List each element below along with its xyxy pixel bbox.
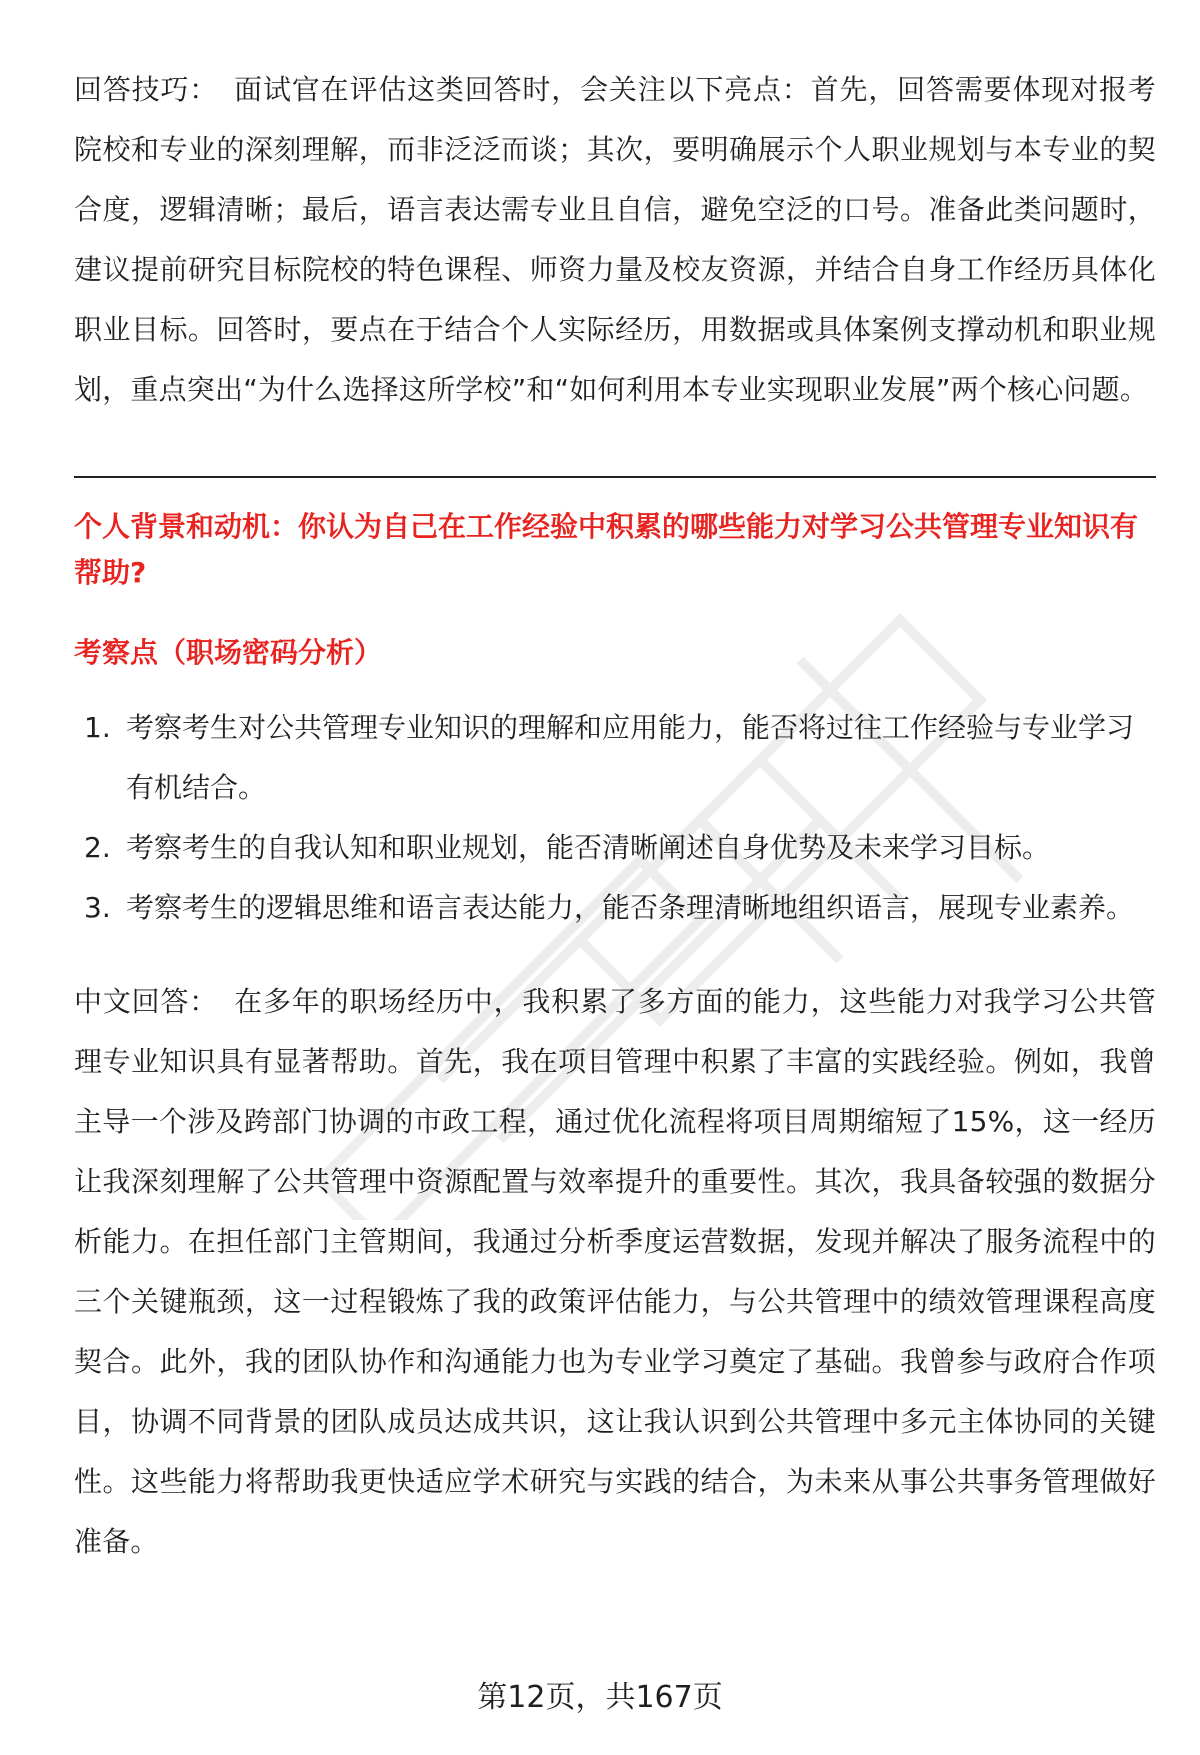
page-content: [74, 60, 1156, 1572]
list-item: [74, 698, 1156, 818]
list-item-text: 考察考生的自我认知和职业规划，能否清晰阐述自身优势及未来学习目标。: [126, 831, 1051, 864]
answer-paragraph: [74, 972, 1156, 1572]
list-item-text: 考察考生对公共管理专业知识的理解和应用能力，能否将过往工作经验与专业学习有机结合。: [126, 711, 1135, 804]
points-heading: 考察点（职场密码分析）: [74, 636, 383, 669]
list-item: [74, 818, 1156, 878]
question-heading: 个人背景和动机：你认为自己在工作经验中积累的哪些能力对学习公共管理专业知识有帮助?: [74, 510, 1139, 589]
page-number: 第12页，共167页: [477, 1680, 723, 1715]
section-divider: [74, 476, 1156, 478]
answer-text: 在多年的职场经历中，我积累了多方面的能力，这些能力对我学习公共管理专业知识具有显著帮助。首先，我在项目管理中积累了丰富的实践经验。例如，我曾主导一个涉及跨部门协调的市政工程，通过优化流程将项目周期缩短了15%，这一经历让我深刻理解了公共管理中资源配置与效率提升的重要性。其次，我具备较强的数据分析能力。在担任部门主管期间，我通过分析季度运营数据，发现并解决了服务流程中的三个关键瓶颈，这一过程锻炼了我的政策评估能力，与公共管理中的绩效管理课程高度契合。此外，我的团队协作和沟通能力也为专业学习奠定了基础。我曾参与政府合作项目，协调不同背景的团队成员达成共识，这让我认识到公共管理中多元主体协同的关键性。这些能力将帮助我更快适应学术研究与实践的结合，为未来从事公共事务管理做好准备。: [74, 985, 1156, 1558]
tip-text: 面试官在评估这类回答时，会关注以下亮点：首先，回答需要体现对报考院校和专业的深刻理解，而非泛泛而谈；其次，要明确展示个人职业规划与本专业的契合度，逻辑清晰；最后，语言表达需专业且自信，避免空泛的口号。准备此类问题时，建议提前研究目标院校的特色课程、师资力量及校友资源，并结合自身工作经历具体化职业目标。回答时，要点在于结合个人实际经历，用数据或具体案例支撑动机和职业规划，重点突出“为什么选择这所学校”和“如何利用本专业实现职业发展”两个核心问题。: [74, 73, 1156, 406]
tip-paragraph: [74, 60, 1156, 420]
answer-label: 中文回答：: [74, 985, 219, 1018]
list-item-number: 1.: [84, 711, 111, 744]
list-item-number: 3.: [84, 891, 111, 924]
list-item: [74, 878, 1156, 938]
points-list: [74, 698, 1156, 938]
list-item-text: 考察考生的逻辑思维和语言表达能力，能否条理清晰地组织语言，展现专业素养。: [126, 891, 1135, 924]
tip-label: 回答技巧：: [74, 73, 219, 106]
list-item-number: 2.: [84, 831, 111, 864]
